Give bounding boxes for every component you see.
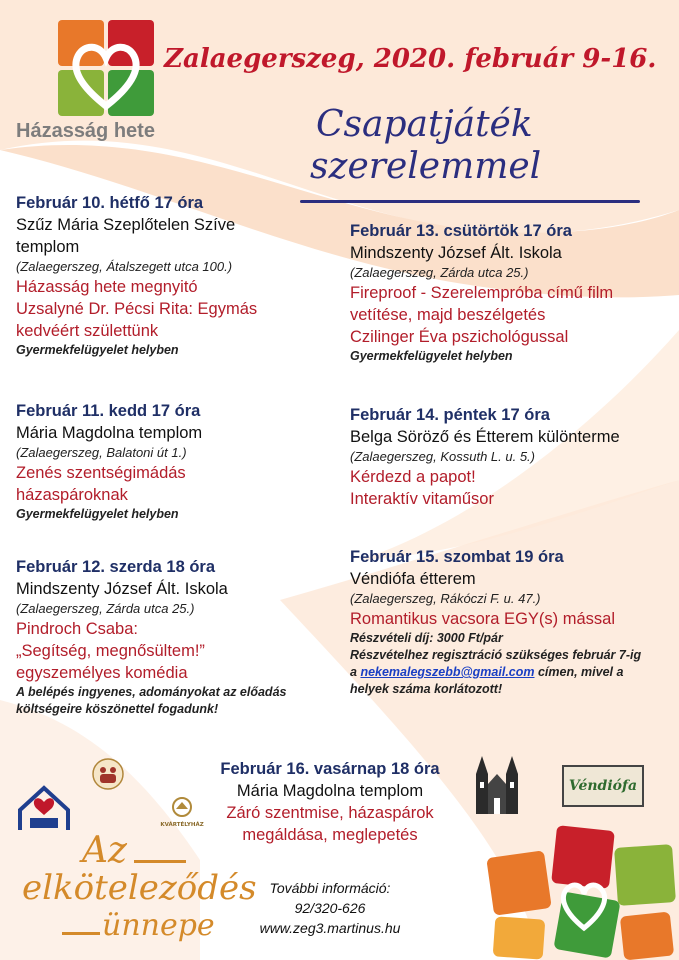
event-feb10: [16, 192, 316, 359]
event-date: Február 13. csütörtök 17 óra: [350, 222, 572, 240]
event-program: megáldása, meglepetés: [242, 826, 418, 844]
slogan-underline: [300, 200, 640, 203]
location-date-heading: Zalaegerszeg, 2020. február 9-16.: [164, 44, 657, 74]
campaign-word-3: ünnepe: [102, 908, 215, 943]
event-program: egyszemélyes komédia: [16, 664, 188, 682]
event-place: Szűz Mária Szeplőtelen Szíve: [16, 216, 236, 234]
event-note: költségeire köszönettel fogadunk!: [16, 702, 219, 716]
campaign-dash: [62, 932, 100, 935]
event-fee: Részvételi díj: 3000 Ft/pár: [350, 631, 503, 645]
info-phone: 92/320-626: [294, 900, 366, 916]
reg-prefix: a: [350, 665, 361, 679]
kvartelyhaz-label: KVÁRTÉLYHÁZ: [160, 822, 204, 828]
info-label: További információ:: [269, 880, 391, 896]
event-address: (Zalaegerszeg, Kossuth L. u. 5.): [350, 449, 535, 464]
event-program: Romantikus vacsora EGY(s) mással: [350, 610, 615, 628]
logo-label: Házasság hete: [16, 120, 155, 142]
event-program: Zenés szentségimádás: [16, 464, 186, 482]
event-feb14: [350, 404, 670, 510]
event-program: kedvéért születtünk: [16, 322, 159, 340]
event-program: Interaktív vitaműsor: [350, 490, 494, 508]
event-feb16: [205, 758, 455, 846]
event-feb15: [350, 546, 670, 698]
event-program: vetítése, majd beszélgetés: [350, 306, 546, 324]
event-note: Gyermekfelügyelet helyben: [16, 507, 179, 521]
event-address: (Zalaegerszeg, Zárda utca 25.): [16, 601, 195, 616]
event-address: (Zalaegerszeg, Átalszegett utca 100.): [16, 259, 233, 274]
event-program: Czilinger Éva pszichológussal: [350, 328, 569, 346]
event-place: Mindszenty József Ált. Iskola: [16, 580, 228, 598]
event-place: templom: [16, 238, 80, 256]
campaign-word-2: elköteleződés: [22, 868, 257, 908]
event-program: Záró szentmise, házaspárok: [226, 804, 434, 822]
parish-logo-icon: [16, 782, 72, 832]
event-place: Mindszenty József Ált. Iskola: [350, 244, 562, 262]
event-address: (Zalaegerszeg, Balatoni út 1.): [16, 445, 187, 460]
colorful-squares-graphic: [484, 818, 678, 960]
event-date: Február 16. vasárnap 18 óra: [220, 760, 440, 778]
kvartelyhaz-logo-icon: [160, 795, 204, 829]
slogan-line-1: Csapatjáték: [316, 104, 533, 145]
event-note: Gyermekfelügyelet helyben: [350, 349, 513, 363]
slogan-line-2: szerelemmel: [310, 146, 542, 187]
event-date: Február 11. kedd 17 óra: [16, 402, 201, 420]
event-date: Február 10. hétfő 17 óra: [16, 194, 204, 212]
event-note: Gyermekfelügyelet helyben: [16, 343, 179, 357]
event-place: Mária Magdolna templom: [16, 424, 203, 442]
event-place: Véndiófa étterem: [350, 570, 476, 588]
event-date: Február 14. péntek 17 óra: [350, 406, 550, 424]
campaign-word-1: Az: [82, 830, 127, 871]
vendiofa-logo: Véndiófa: [562, 765, 644, 807]
reg-suffix: címen, mivel a: [534, 665, 624, 679]
email-link[interactable]: nekemalegszebb@gmail.com: [360, 665, 535, 679]
event-place: Mária Magdolna templom: [236, 782, 424, 800]
event-date: Február 12. szerda 18 óra: [16, 558, 216, 576]
event-place: Belga Söröző és Étterem különterme: [350, 428, 620, 446]
event-feb13: [350, 220, 670, 365]
event-program: Pindroch Csaba:: [16, 620, 138, 638]
event-program: Fireproof - Szerelempróba című film: [350, 284, 614, 302]
event-program: Kérdezd a papot!: [350, 468, 476, 486]
event-note: A belépés ingyenes, adományokat az előadás: [16, 685, 287, 699]
event-program: Uzsalyné Dr. Pécsi Rita: Egymás: [16, 300, 258, 318]
event-registration: Részvételhez regisztráció szükséges február 7-ig: [350, 648, 642, 662]
event-feb12: [16, 556, 321, 718]
church-icon: [470, 752, 524, 816]
hazassag-hete-logo: [58, 20, 154, 116]
event-program: „Segítség, megnősültem!”: [16, 642, 205, 660]
event-address: (Zalaegerszeg, Rákóczi F. u. 47.): [350, 591, 541, 606]
event-address: (Zalaegerszeg, Zárda utca 25.): [350, 265, 529, 280]
campaign-dash: [134, 860, 186, 863]
event-registration: helyek száma korlátozott!: [350, 682, 503, 696]
family-pastoral-logo-icon: [88, 756, 128, 794]
event-date: Február 15. szombat 19 óra: [350, 548, 564, 566]
info-website: www.zeg3.martinus.hu: [259, 920, 401, 936]
event-program: Házasság hete megnyitó: [16, 278, 198, 296]
contact-info: [230, 878, 430, 938]
event-registration-email-line: [350, 664, 670, 681]
event-program: házaspároknak: [16, 486, 128, 504]
event-feb11: [16, 400, 316, 523]
